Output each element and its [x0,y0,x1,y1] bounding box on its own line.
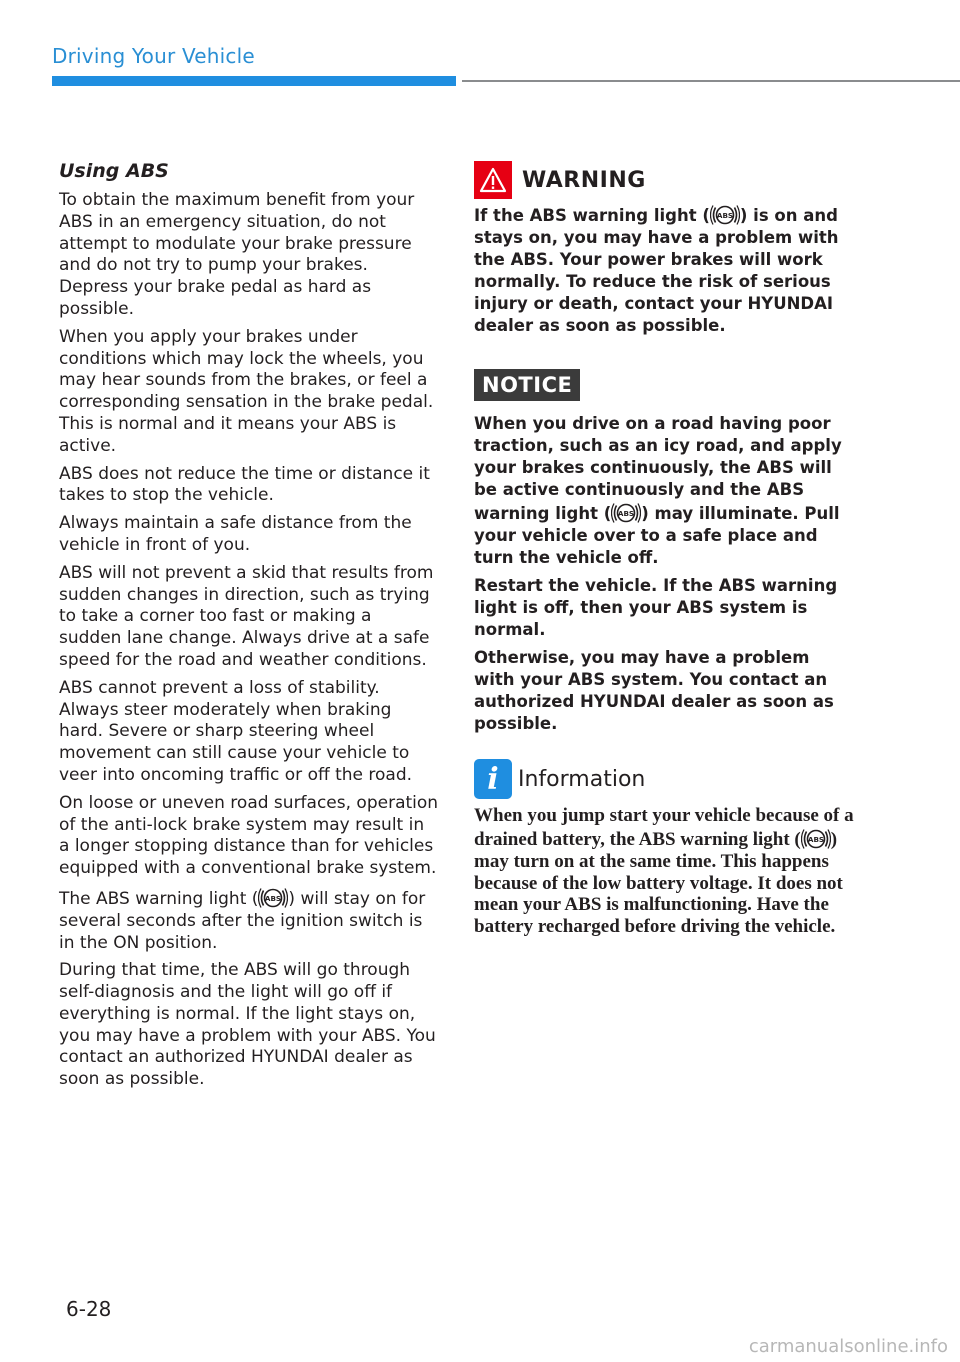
information-header [474,757,854,801]
abs-warning-light-icon [801,827,831,851]
body-paragraph: Always maintain a safe distance from the vehicle in front of you. [59,513,412,555]
warning-label: WARNING [522,167,646,193]
text-segment: If the ABS warning light ( [474,206,710,225]
header-accent-bar [52,76,456,86]
text-segment: The ABS warning light ( [59,888,259,909]
warning-header [474,159,854,201]
abs-warning-light-icon [710,203,740,227]
watermark: carmanualsonline.info [748,1336,948,1357]
notice-paragraph: Restart the vehicle. If the ABS warning light is off, then your ABS system is normal. [474,576,838,639]
notice-paragraph [474,413,854,569]
notice-badge: NOTICE [474,369,580,401]
text-segment: ) may illuminate. Pull your vehicle over to a safe place and turn the vehicle off. [474,504,840,567]
abs-warning-light-icon [611,501,641,525]
body-paragraph: ABS will not prevent a skid that results from sudden changes in direction, such as trying to take a corner too fast or making a sudden lane change. Always drive at a safe speed for the road and weather conditions. [59,562,434,670]
body-paragraph: When you apply your brakes under conditions which may lock the wheels, you may hear sounds from the brakes, or feel a corresponding sensation in the brake pedal. This is normal and it means your ABS is active. [59,326,434,456]
page-number: 6-28 [66,1297,112,1321]
body-paragraph: ABS cannot prevent a loss of stability. Always steer moderately when braking hard. Severe or sharp steering wheel movement can still cause your vehicle to veer into oncoming traffic or off the road. [59,677,413,785]
information-icon: i [474,759,512,799]
right-column [474,159,854,938]
text-segment: When you drive on a road having poor traction, such as an icy road, and apply your brakes continuously, the ABS will be active continuously and the ABS warning light ( [474,414,842,523]
left-column [59,160,439,1097]
body-paragraph: ABS does not reduce the time or distance it takes to stop the vehicle. [59,463,430,506]
text-segment: ) is on and stays on, you may have a problem with the ABS. Your power brakes will work normally. To reduce the risk of serious injury or death, contact your HYUNDAI dealer as soon as possible. [474,206,839,335]
body-paragraph: On loose or uneven road surfaces, operation of the anti-lock brake system may result in a longer stopping distance than for vehicles equipped with a conventional brake system. [59,792,439,879]
body-paragraph: To obtain the maximum benefit from your ABS in an emergency situation, do not attempt to modulate your brake pressure and do not try to pump your brakes. Depress your brake pedal as hard as possible. [59,190,415,319]
section-title: Using ABS [59,160,169,182]
header-rule-line [462,80,960,82]
text-segment: ) may turn on at the same time. This happens because of the low battery voltage. It does not mean your ABS is malfunctioning. Have the battery recharged before driving the vehicle. [474,828,843,938]
information-text [474,805,854,938]
body-paragraph: During that time, the ABS will go through self-diagnosis and the light will go off if everything is normal. If the light stays on, you may have a problem with your ABS. You contact an authorized HYUNDAI dealer as soon as possible. [59,960,436,1090]
warning-text [474,203,854,337]
warning-triangle-icon [474,161,512,199]
notice-paragraph: Otherwise, you may have a problem with your ABS system. You contact an authorized HYUNDAI dealer as soon as possible. [474,648,834,733]
abs-warning-light-icon [258,886,288,910]
information-label: Information [518,766,646,792]
running-header-title: Driving Your Vehicle [52,44,255,68]
text-segment: When you jump start your vehicle because of a drained battery, the ABS warning light ( [474,805,854,850]
text-segment: ) will stay on for several seconds after the ignition switch is in the ON position. [59,888,426,953]
body-paragraph-abs-light [59,886,439,954]
